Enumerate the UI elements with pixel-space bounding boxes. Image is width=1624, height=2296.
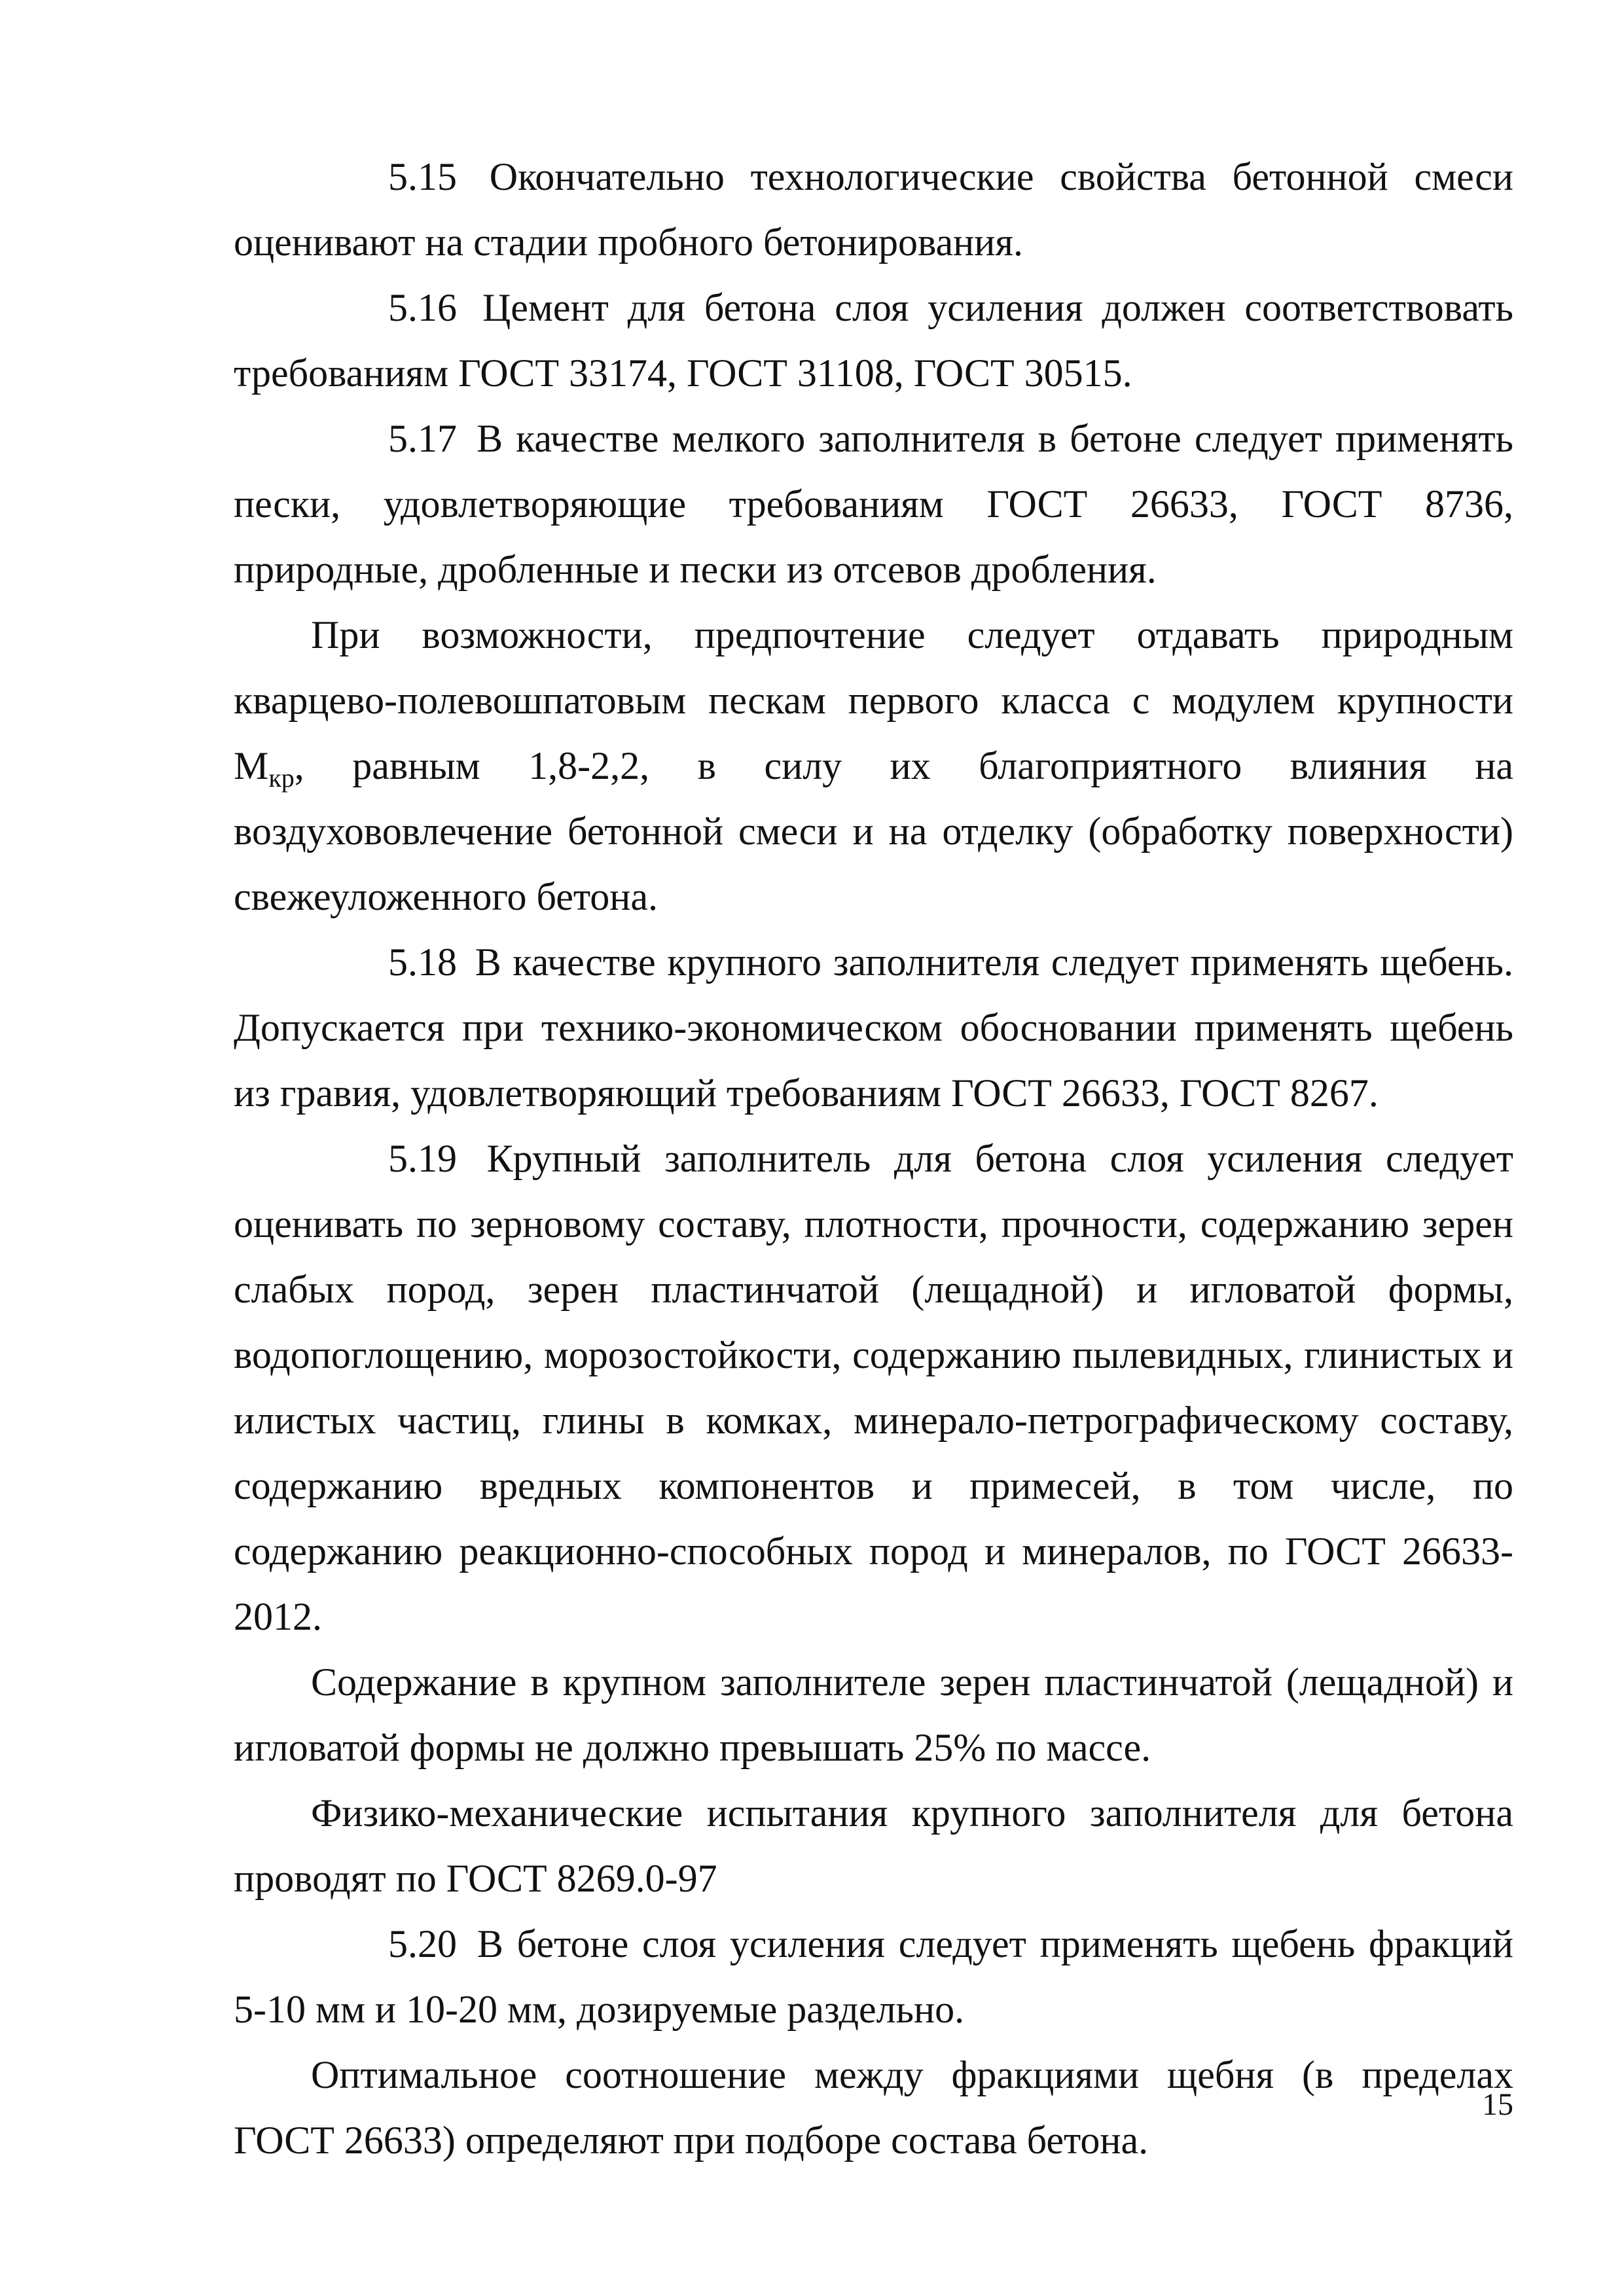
paragraph-text: В качестве крупного заполнителя следует применять щебень. Допускается при технико-экономическом обосновании применять щебень из гравия, удовлетворяющий требованиям ГОСТ 26633, ГОСТ 8267.	[234, 941, 1514, 1115]
paragraph-mechanical-tests	[234, 1780, 1513, 1911]
paragraph-text: В качестве мелкого заполнителя в бетоне следует применять пески, удовлетворяющие требованиям ГОСТ 26633, ГОСТ 8736, природные, дробленные и пески из отсевов дробления.	[234, 417, 1513, 591]
clause-number: 5.16	[388, 286, 457, 329]
paragraph-5-17	[234, 406, 1513, 602]
clause-number: 5.18	[388, 941, 457, 984]
paragraph-text: Цемент для бетона слоя усиления должен соответствовать требованиям ГОСТ 33174, ГОСТ 31108, ГОСТ 30515.	[234, 286, 1513, 395]
paragraph-5-16	[234, 275, 1513, 406]
paragraph-5-19	[234, 1126, 1513, 1649]
paragraph-text: Физико-механические испытания крупного заполнителя для бетона проводят по ГОСТ 8269.0-97	[234, 1791, 1513, 1900]
paragraph-5-20	[234, 1911, 1513, 2042]
paragraph-fraction-ratio	[234, 2042, 1513, 2173]
paragraph-text: Крупный заполнитель для бетона слоя усиления следует оценивать по зерновому составу, плотности, прочности, содержанию зерен слабых пород, зерен пластинчатой (лещадной) и игловатой формы, водопоглощению, морозостойкости, содержанию пылевидных, глинистых и илистых частиц, глины в комках, минерало-петрографическому составу, содержанию вредных компонентов и примесей, в том числе, по содержанию реакционно-способных пород и минералов, по ГОСТ 26633-2012.	[234, 1137, 1514, 1638]
paragraph-5-18	[234, 929, 1513, 1126]
paragraph-text: Окончательно технологические свойства бетонной смеси оценивают на стадии пробного бетонирования.	[234, 155, 1513, 264]
paragraph-5-15	[234, 144, 1513, 275]
paragraph-flaky-grains	[234, 1649, 1513, 1780]
clause-number: 5.20	[388, 1922, 457, 1965]
subscript-kr: кр	[268, 763, 295, 793]
paragraph-text-continued: , равным 1,8-2,2, в силу их благоприятного влияния на воздухововлечение бетонной смеси и на отделку (обработку поверхности) свежеуложенного бетона.	[234, 744, 1513, 918]
clause-number: 5.15	[388, 155, 457, 198]
page-number: 15	[1482, 2087, 1513, 2122]
clause-number: 5.17	[388, 417, 457, 460]
paragraph-text: Содержание в крупном заполнителе зерен пластинчатой (лещадной) и игловатой формы не должно превышать 25% по массе.	[234, 1660, 1513, 1769]
clause-number: 5.19	[388, 1137, 457, 1180]
paragraph-text: При возможности, предпочтение следует отдавать природным кварцево-полевошпатовым пескам первого класса с модулем крупности М	[234, 613, 1513, 787]
document-body	[234, 144, 1513, 2173]
paragraph-text: В бетоне слоя усиления следует применять щебень фракций 5-10 мм и 10-20 мм, дозируемые раздельно.	[234, 1922, 1514, 2031]
paragraph-text: Оптимальное соотношение между фракциями щебня (в пределах ГОСТ 26633) определяют при подборе состава бетона.	[234, 2053, 1513, 2162]
paragraph-sand-preference	[234, 602, 1513, 929]
